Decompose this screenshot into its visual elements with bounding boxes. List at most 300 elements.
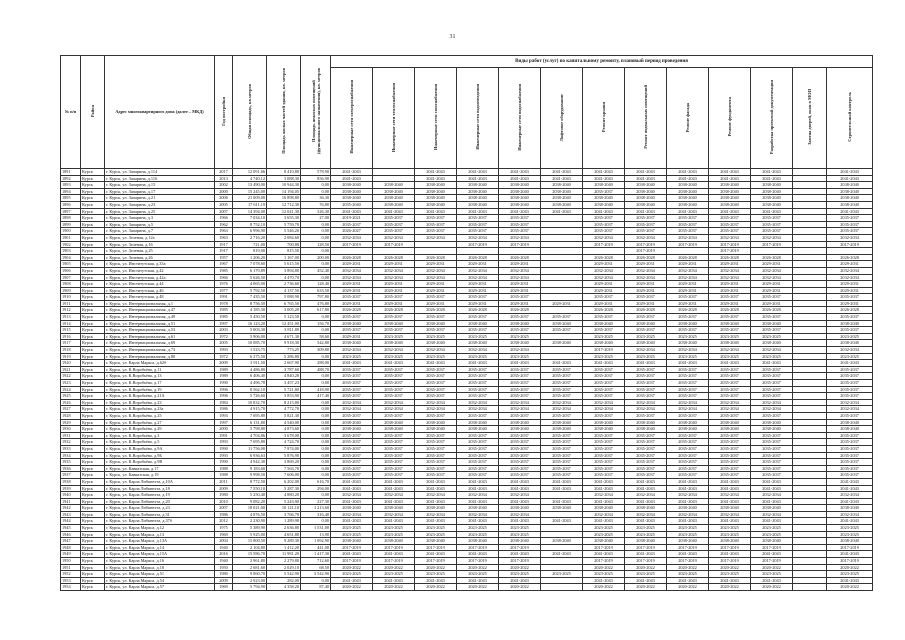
row-work-period: 2032-2034	[373, 347, 415, 354]
row-work-period: 2032-2034	[457, 347, 499, 354]
row-area-total: 15 800,50	[233, 538, 267, 545]
row-work-period: 2041-2043	[709, 360, 751, 367]
row-work-period: 2032-2034	[667, 267, 709, 274]
row-work-period: 2038-2040	[457, 340, 499, 347]
row-work-period	[793, 544, 827, 551]
row-year: 1962	[215, 221, 233, 228]
row-work-period: 2032-2034	[751, 492, 793, 499]
row-work-period	[541, 577, 583, 584]
row-year: 2007	[215, 208, 233, 215]
table-row	[61, 511, 873, 518]
row-year: 1966	[215, 274, 233, 281]
row-work-period	[583, 248, 625, 255]
row-work-period: 2035-2037	[331, 294, 373, 301]
row-area-nonliving: 633,50	[301, 287, 331, 294]
row-number: 1900	[61, 228, 81, 235]
row-work-period: 2032-2034	[457, 274, 499, 281]
row-work-period: 2032-2034	[331, 267, 373, 274]
header-area-total: Общая площадь, кв.метров	[233, 56, 267, 169]
row-area-nonliving: 488,70	[301, 366, 331, 373]
row-work-period: 2029-2031	[331, 300, 373, 307]
table-row	[61, 472, 873, 479]
row-work-period	[793, 459, 827, 466]
row-work-period: 2026-2028	[709, 254, 751, 261]
row-work-period	[541, 584, 583, 591]
row-area-nonliving: 68,50	[301, 564, 331, 571]
row-work-period: 2038-2040	[541, 419, 583, 426]
row-number: 1914	[61, 320, 81, 327]
row-work-period: 2017-2019	[625, 544, 667, 551]
row-address: г. Курск, ул. Запарина, д.15	[105, 182, 215, 189]
row-work-period: 2041-2043	[667, 485, 709, 492]
row-work-period: 2029-2031	[667, 261, 709, 268]
row-work-period: 2035-2037	[583, 373, 625, 380]
row-work-period: 2023-2025	[373, 531, 415, 538]
row-area-total: 2 716,20	[233, 234, 267, 241]
header-work-0: Инженерные сети электроснабжения	[331, 68, 373, 169]
table-row	[61, 228, 873, 235]
row-work-period: 2041-2043	[827, 518, 873, 525]
row-area-nonliving: 712,60	[301, 558, 331, 565]
row-work-period: 2032-2034	[667, 399, 709, 406]
row-work-period: 2035-2037	[541, 472, 583, 479]
row-work-period: 2029-2031	[499, 300, 541, 307]
row-work-period	[793, 241, 827, 248]
row-area-nonliving: 0,00	[301, 518, 331, 525]
row-work-period: 2023-2025	[373, 333, 415, 340]
row-work-period: 2035-2037	[827, 459, 873, 466]
row-work-period: 2023-2025	[751, 531, 793, 538]
row-area-nonliving: 128,50	[301, 241, 331, 248]
table-row	[61, 366, 873, 373]
row-work-period: 2038-2040	[709, 195, 751, 202]
table-row	[61, 432, 873, 439]
row-work-period	[793, 538, 827, 545]
row-area-total: 4 942,30	[233, 459, 267, 466]
row-area-total: 16 123,20	[233, 320, 267, 327]
row-area-nonliving: 87,40	[301, 584, 331, 591]
header-work-1: Инженерные сети теплоснабжения	[373, 68, 415, 169]
row-work-period: 2032-2034	[415, 511, 457, 518]
header-address: Адрес многоквартирного дома (далее – МКД)	[105, 56, 215, 169]
row-work-period: 2017-2019	[373, 558, 415, 565]
row-district: Курск	[81, 485, 105, 492]
row-work-period: 2032-2034	[499, 492, 541, 499]
row-district: Курск	[81, 465, 105, 472]
row-district: Курск	[81, 347, 105, 354]
row-work-period: 2041-2043	[415, 478, 457, 485]
row-work-period: 2020-2022	[751, 584, 793, 591]
row-work-period: 2041-2043	[373, 518, 415, 525]
row-work-period: 2035-2037	[827, 465, 873, 472]
row-area-nonliving: 58,60	[301, 333, 331, 340]
row-work-period	[793, 465, 827, 472]
row-work-period: 2041-2043	[625, 169, 667, 176]
header-work-4: Инженерные сети водоснабжения	[499, 68, 541, 169]
row-area-living: 773,25	[267, 347, 301, 354]
row-work-period: 2038-2040	[625, 340, 667, 347]
row-work-period: 2017-2019	[827, 241, 873, 248]
row-year: 1963	[215, 234, 233, 241]
row-work-period	[541, 254, 583, 261]
row-work-period: 2038-2040	[583, 538, 625, 545]
row-work-period: 2035-2037	[373, 432, 415, 439]
row-work-period	[793, 340, 827, 347]
row-work-period: 2041-2043	[457, 498, 499, 505]
header-work-11: Замена дверей, окон в МОП	[793, 68, 827, 169]
row-work-period: 2035-2037	[331, 314, 373, 321]
row-area-living: 3 894,80	[267, 267, 301, 274]
row-work-period: 2029-2031	[583, 281, 625, 288]
row-work-period	[541, 307, 583, 314]
row-work-period: 2041-2043	[541, 169, 583, 176]
table-row	[61, 419, 873, 426]
row-area-total: 5 906,00	[233, 333, 267, 340]
row-work-period	[793, 327, 827, 334]
row-area-total: 4 486,80	[233, 366, 267, 373]
row-work-period: 2038-2040	[625, 320, 667, 327]
row-work-period: 2032-2034	[373, 406, 415, 413]
row-district: Курск	[81, 215, 105, 222]
row-number: 1921	[61, 366, 81, 373]
row-work-period: 2032-2034	[583, 234, 625, 241]
table-row	[61, 281, 873, 288]
row-work-period: 2032-2034	[331, 492, 373, 499]
row-work-period: 2032-2034	[625, 406, 667, 413]
row-area-total: 6 179,89	[233, 267, 267, 274]
row-work-period: 2041-2043	[331, 577, 373, 584]
row-work-period: 2038-2040	[331, 188, 373, 195]
row-work-period: 2038-2040	[827, 188, 873, 195]
row-area-nonliving: 0,00	[301, 373, 331, 380]
row-work-period: 2032-2034	[415, 492, 457, 499]
row-area-nonliving: 0,00	[301, 274, 331, 281]
row-work-period	[793, 478, 827, 485]
row-number: 1953	[61, 577, 81, 584]
row-work-period: 2035-2037	[667, 472, 709, 479]
row-work-period: 2038-2040	[457, 320, 499, 327]
row-number: 1927	[61, 406, 81, 413]
row-district: Курск	[81, 412, 105, 419]
row-work-period: 2032-2034	[583, 511, 625, 518]
row-address: г. Курск, ул. Кавказская, д.19	[105, 472, 215, 479]
row-work-period	[793, 551, 827, 558]
row-work-period: 2023-2025	[499, 525, 541, 532]
row-work-period: 2020-2022	[827, 564, 873, 571]
row-work-period: 2017-2019	[331, 544, 373, 551]
row-work-period: 2035-2037	[415, 366, 457, 373]
row-work-period: 2035-2037	[625, 465, 667, 472]
row-work-period: 2035-2037	[373, 472, 415, 479]
row-work-period	[541, 241, 583, 248]
row-work-period: 2038-2040	[827, 419, 873, 426]
row-work-period: 2035-2037	[499, 294, 541, 301]
row-work-period: 2032-2034	[709, 274, 751, 281]
row-number: 1903	[61, 248, 81, 255]
row-work-period: 2035-2037	[751, 432, 793, 439]
row-work-period: 2017-2019	[415, 544, 457, 551]
row-work-period: 2035-2037	[583, 393, 625, 400]
row-area-total: 4 704,86	[233, 432, 267, 439]
row-work-period: 2038-2040	[709, 188, 751, 195]
row-work-period: 2035-2037	[499, 215, 541, 222]
row-work-period: 2041-2043	[709, 175, 751, 182]
row-work-period: 2035-2037	[415, 294, 457, 301]
row-number: 1899	[61, 221, 81, 228]
row-work-period: 2041-2043	[499, 169, 541, 176]
table-row	[61, 294, 873, 301]
row-work-period: 2038-2040	[331, 320, 373, 327]
row-area-living: 10 121,10	[267, 505, 301, 512]
row-work-period	[793, 175, 827, 182]
row-work-period: 2020-2022	[499, 584, 541, 591]
row-area-total: 2 230,90	[233, 518, 267, 525]
row-number: 1946	[61, 531, 81, 538]
row-work-period: 2035-2037	[331, 327, 373, 334]
row-work-period: 2038-2040	[415, 426, 457, 433]
row-work-period: 2017-2019	[625, 248, 667, 255]
row-district: Курск	[81, 254, 105, 261]
row-area-nonliving: 0,00	[301, 380, 331, 387]
row-work-period: 2035-2037	[667, 439, 709, 446]
row-work-period: 2038-2040	[457, 201, 499, 208]
row-number: 1949	[61, 551, 81, 558]
row-address: г. Курск, ул. Карла Маркса, д.18	[105, 564, 215, 571]
row-area-total: 15 245,00	[233, 188, 267, 195]
row-area-nonliving: 0,00	[301, 472, 331, 479]
row-work-period: 2020-2022	[583, 584, 625, 591]
row-area-living: 5 759,70	[267, 221, 301, 228]
table-row	[61, 452, 873, 459]
row-work-period: 2035-2037	[751, 459, 793, 466]
row-work-period	[793, 188, 827, 195]
row-number: 1895	[61, 195, 81, 202]
row-address: г. Курск, ул. Интернациональная, д.69	[105, 340, 215, 347]
row-work-period: 2038-2040	[457, 538, 499, 545]
row-work-period: 2023-2025	[751, 353, 793, 360]
row-work-period: 2023-2025	[751, 525, 793, 532]
row-address: г. Курск, ул. К.Воробьёва, д.5	[105, 439, 215, 446]
row-work-period: 2038-2040	[373, 419, 415, 426]
row-work-period: 2041-2043	[583, 577, 625, 584]
row-area-total: 5 250,40	[233, 492, 267, 499]
row-work-period: 2038-2040	[373, 195, 415, 202]
row-district: Курск	[81, 498, 105, 505]
row-work-period	[793, 505, 827, 512]
row-work-period	[793, 366, 827, 373]
row-work-period: 2035-2037	[457, 221, 499, 228]
table-row	[61, 393, 873, 400]
row-work-period: 2041-2043	[499, 518, 541, 525]
row-work-period: 2029-2031	[625, 261, 667, 268]
row-year: 2009	[215, 360, 233, 367]
row-work-period: 2035-2037	[331, 472, 373, 479]
row-work-period: 2035-2037	[709, 228, 751, 235]
row-work-period: 2041-2043	[415, 498, 457, 505]
row-work-period: 2035-2037	[457, 459, 499, 466]
row-address: г. Курск, ул. Карла Маркса, д.57	[105, 584, 215, 591]
row-year: 1978	[215, 300, 233, 307]
row-work-period	[793, 571, 827, 578]
row-district: Курск	[81, 571, 105, 578]
row-work-period	[793, 577, 827, 584]
row-work-period: 2041-2043	[751, 208, 793, 215]
row-area-total: 2 961,80	[233, 558, 267, 565]
row-district: Курск	[81, 274, 105, 281]
row-work-period: 2041-2043	[625, 577, 667, 584]
row-work-period: 2035-2037	[709, 472, 751, 479]
row-address: г. Курск, ул. К.Воробьёва, д.27	[105, 419, 215, 426]
row-work-period: 2041-2043	[373, 478, 415, 485]
row-work-period: 2041-2043	[499, 478, 541, 485]
row-work-period: 2035-2037	[373, 221, 415, 228]
row-work-period: 2023-2025	[709, 531, 751, 538]
row-area-nonliving: 156,70	[301, 320, 331, 327]
row-district: Курск	[81, 221, 105, 228]
row-work-period: 2035-2037	[457, 373, 499, 380]
row-area-living: 5 243,90	[267, 498, 301, 505]
table-row	[61, 241, 873, 248]
row-work-period: 2038-2040	[331, 195, 373, 202]
row-work-period: 2038-2040	[331, 538, 373, 545]
row-work-period: 2041-2043	[625, 360, 667, 367]
row-address: г. Курск, ул. Зеленая, д.25	[105, 248, 215, 255]
row-address: г. Курск, ул. Карла Либкнехта, д.31	[105, 511, 215, 518]
row-work-period: 2041-2043	[373, 551, 415, 558]
row-area-nonliving: 0,00	[301, 399, 331, 406]
row-work-period: 2041-2043	[709, 208, 751, 215]
row-area-living: 5 821,30	[267, 412, 301, 419]
row-address: г. Курск, ул. Карла Либкнехта, д.18	[105, 485, 215, 492]
row-district: Курск	[81, 366, 105, 373]
row-address: г. Курск, ул. Запарина, д.5	[105, 221, 215, 228]
row-work-period: 2035-2037	[667, 452, 709, 459]
row-work-period: 2032-2034	[499, 511, 541, 518]
row-area-nonliving: 0,00	[301, 432, 331, 439]
row-work-period: 2035-2037	[415, 452, 457, 459]
row-work-period: 2035-2037	[457, 439, 499, 446]
row-work-period: 2041-2043	[415, 208, 457, 215]
row-work-period	[793, 208, 827, 215]
row-work-period: 2041-2043	[583, 175, 625, 182]
row-area-nonliving: 417,40	[301, 393, 331, 400]
row-address: г. Курск, ул. К.Воробьёва, д.21А	[105, 393, 215, 400]
row-year: 1977	[215, 287, 233, 294]
row-area-total: 11 756,00	[233, 445, 267, 452]
row-area-nonliving: 0,00	[301, 419, 331, 426]
header-work-12: Строительный контроль	[827, 68, 873, 169]
row-work-period: 2035-2037	[457, 327, 499, 334]
row-work-period: 2032-2034	[331, 511, 373, 518]
row-work-period: 2035-2037	[751, 472, 793, 479]
row-work-period: 2023-2025	[541, 571, 583, 578]
row-work-period: 2035-2037	[625, 380, 667, 387]
row-area-living: 1 167,00	[267, 254, 301, 261]
row-work-period	[541, 347, 583, 354]
row-work-period: 2035-2037	[827, 327, 873, 334]
row-work-period: 2035-2037	[625, 472, 667, 479]
row-work-period: 2035-2037	[667, 228, 709, 235]
row-work-period: 2035-2037	[373, 393, 415, 400]
row-work-period: 2032-2034	[415, 406, 457, 413]
row-work-period: 2029-2031	[583, 287, 625, 294]
row-work-period: 2032-2034	[541, 406, 583, 413]
row-work-period: 2035-2037	[331, 380, 373, 387]
row-work-period: 2029-2031	[415, 287, 457, 294]
row-district: Курск	[81, 472, 105, 479]
row-work-period: 2038-2040	[667, 426, 709, 433]
row-area-nonliving: 0,00	[301, 261, 331, 268]
row-work-period: 2035-2037	[709, 439, 751, 446]
row-work-period: 2041-2043	[583, 169, 625, 176]
row-work-period: 2032-2034	[625, 274, 667, 281]
row-work-period: 2035-2037	[583, 386, 625, 393]
row-work-period: 2035-2037	[583, 327, 625, 334]
row-area-nonliving: 0,00	[301, 426, 331, 433]
row-work-period: 2032-2034	[331, 274, 373, 281]
row-work-period: 2035-2037	[827, 445, 873, 452]
row-work-period: 2041-2043	[457, 551, 499, 558]
row-work-period: 2017-2019	[709, 558, 751, 565]
row-work-period: 2023-2025	[331, 571, 373, 578]
row-work-period: 2035-2037	[625, 432, 667, 439]
row-work-period: 2017-2019	[583, 544, 625, 551]
header-year: Год постройки	[215, 56, 233, 169]
row-area-living: 5 615,50	[267, 261, 301, 268]
row-number: 1907	[61, 274, 81, 281]
table-row	[61, 234, 873, 241]
row-work-period	[751, 248, 793, 255]
row-area-total: 6 406,40	[233, 373, 267, 380]
row-work-period: 2032-2034	[709, 234, 751, 241]
row-work-period: 2038-2040	[625, 201, 667, 208]
row-work-period: 2023-2025	[709, 333, 751, 340]
row-work-period: 2029-2031	[331, 287, 373, 294]
row-year: 1950	[215, 564, 233, 571]
row-area-nonliving: 1 417,30	[301, 551, 331, 558]
row-work-period	[499, 248, 541, 255]
row-work-period: 2038-2040	[415, 188, 457, 195]
row-work-period: 2032-2034	[583, 399, 625, 406]
row-work-period: 2041-2043	[709, 478, 751, 485]
row-work-period: 2020-2022	[667, 584, 709, 591]
row-work-period: 2029-2031	[457, 300, 499, 307]
row-work-period: 2035-2037	[373, 465, 415, 472]
row-work-period: 2035-2037	[499, 439, 541, 446]
row-work-period: 2026-2028	[457, 254, 499, 261]
row-work-period	[793, 248, 827, 255]
row-area-living: 2 636,80	[267, 525, 301, 532]
row-area-nonliving: 76,80	[301, 201, 331, 208]
row-work-period: 2035-2037	[415, 465, 457, 472]
row-address: г. Курск, ул. Карла Либкнехта, д.23	[105, 505, 215, 512]
row-district: Курск	[81, 201, 105, 208]
row-area-living: 7 563,70	[267, 465, 301, 472]
row-address: г. Курск, ул. К.Воробьёва, д.11	[105, 366, 215, 373]
row-work-period: 2041-2043	[457, 360, 499, 367]
row-address: г. Курск, ул. Карла Маркса, д.16	[105, 558, 215, 565]
row-district: Курск	[81, 241, 105, 248]
row-work-period: 2032-2034	[667, 406, 709, 413]
row-work-period: 2023-2025	[373, 525, 415, 532]
row-work-period: 2041-2043	[415, 169, 457, 176]
row-work-period: 2038-2040	[827, 201, 873, 208]
row-work-period: 2032-2034	[415, 274, 457, 281]
row-work-period: 2020-2022	[625, 584, 667, 591]
row-work-period: 2038-2040	[751, 188, 793, 195]
row-work-period: 2023-2025	[667, 525, 709, 532]
row-work-period: 2032-2034	[625, 492, 667, 499]
